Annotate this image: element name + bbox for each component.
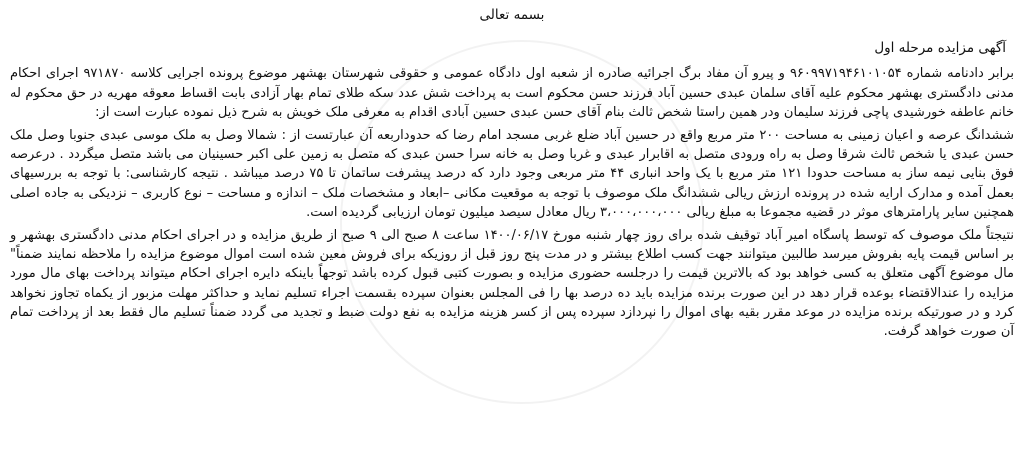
document-body xyxy=(10,6,1014,345)
auction-heading: آگهی مزایده مرحله اول xyxy=(874,40,1006,57)
paragraph-property-description: ششدانگ عرصه و اعیان زمینی به مساحت ۲۰۰ متر مربع واقع در حسین آباد ضلع غربی مسجد امام رضا که حدوداربعه آن عبارتست از : شمالا وصل به ملک موسی عبدی جنوبا وصل ملک حسن عبدی یا شخص ثالث شرقا وصل به راه ورودی متصل به اقابرار عبدی و غربا وصل به خانه سرا حسن عبدی که متصل به زمین علی اکبر حسینیان می باشد متصل میگردد . درعرصه فوق بنایی نیمه ساز به مساحت حدودا ۱۲۱ متر مربع با یک واحد انباری ۴۴ متر مربعی وجود دارد که درصد پیشرفت ساتمان تا ۷۵ درصد میباشد . نتیجه کارشناسی: با توجه به بررسیهای بعمل آمده و مدارک ارایه شده در پرونده ارزش ریالی ششدانگ ملک موصوف با توجه به موقعیت مکانی –ابعاد و مشخصات ملک – اندازه و مساحت – نوع کاربری – نزدیکی به جاده اصلی همچنین سایر پارامترهای موثر در قضیه مجموعا به مبلغ ریالی ۳،۰۰۰،۰۰۰،۰۰۰ ریال معادل سیصد میلیون تومان ارزیابی گردیده است. xyxy=(10,128,1014,220)
paragraph-auction-terms: نتیجتاً ملک موصوف که توسط پاسگاه امیر آباد توقیف شده برای روز چهار شنبه مورخ ۱۴۰۰/۰۶/۱۷ ساعت ۸ صبح الی ۹ صبح از طریق مزایده و در اجرای احکام مدنی دادگستری بهشهر و بر اساس قیمت پایه بفروش میرسد طالبین میتوانند جهت کسب اطلاع بیشتر و در مدت پنج روز قبل از روزیکه برای فروش معین شده است اموال موضوع مزایده را ملاحظه نمایند ضمناً" مال موضوع آگهی متعلق به کسی خواهد بود که بالاترین قیمت را درجلسه حضوری مزایده و بصورت کتبی قبول کرده باشد توجهاً باینکه دایره اجرای احکام میتواند پرداخت بهای مال مورد مزایده را عندالاقتضاء بوعده قرار دهد در این صورت برنده مزایده باید ده درصد بها را فی المجلس بعنوان سپرده بقسمت اجراء تسلیم نماید و حداکثر مهلت مزبور از یکماه تجاوز نخواهد کرد و در صورتیکه برنده مزایده در موعد مقرر بقیه بهای اموال را نپردازد سپرده پس از کسر هزینه مزایده به نفع دولت ضبط و تجدید می گردد ضمناً تسلیم مال فقط بعد از پرداخت تمام آن صورت خواهد گرفت. xyxy=(10,228,1014,340)
paragraph-verdict: برابر دادنامه شماره ۹۶۰۹۹۷۱۹۴۶۱۰۱۰۵۴ و پیرو آن مفاد برگ اجرائیه صادره از شعبه اول دادگاه عمومی و حقوقی شهرستان بهشهر موضوع پرونده اجرایی کلاسه ۹۷۱۸۷۰ اجرای احکام مدنی دادگستری بهشهر محکوم علیه آقای سلمان عبدی حسین آباد فرزند حسن محکوم است به پرداخت شش عدد سکه طلای تمام بهار آزادی بابت اقساط معوقه مهریه در حق محکوم له خانم عاطفه خورشیدی پاچی فرزند سلیمان ودر همین راستا شخص ثالث بنام آقای حسن عبدی حسین آبادی اقدام به معرفی ملک خویش به شرح ذیل نموده عبارت است از: xyxy=(10,66,1014,120)
bismillah-title: بسمه تعالی xyxy=(479,7,545,23)
